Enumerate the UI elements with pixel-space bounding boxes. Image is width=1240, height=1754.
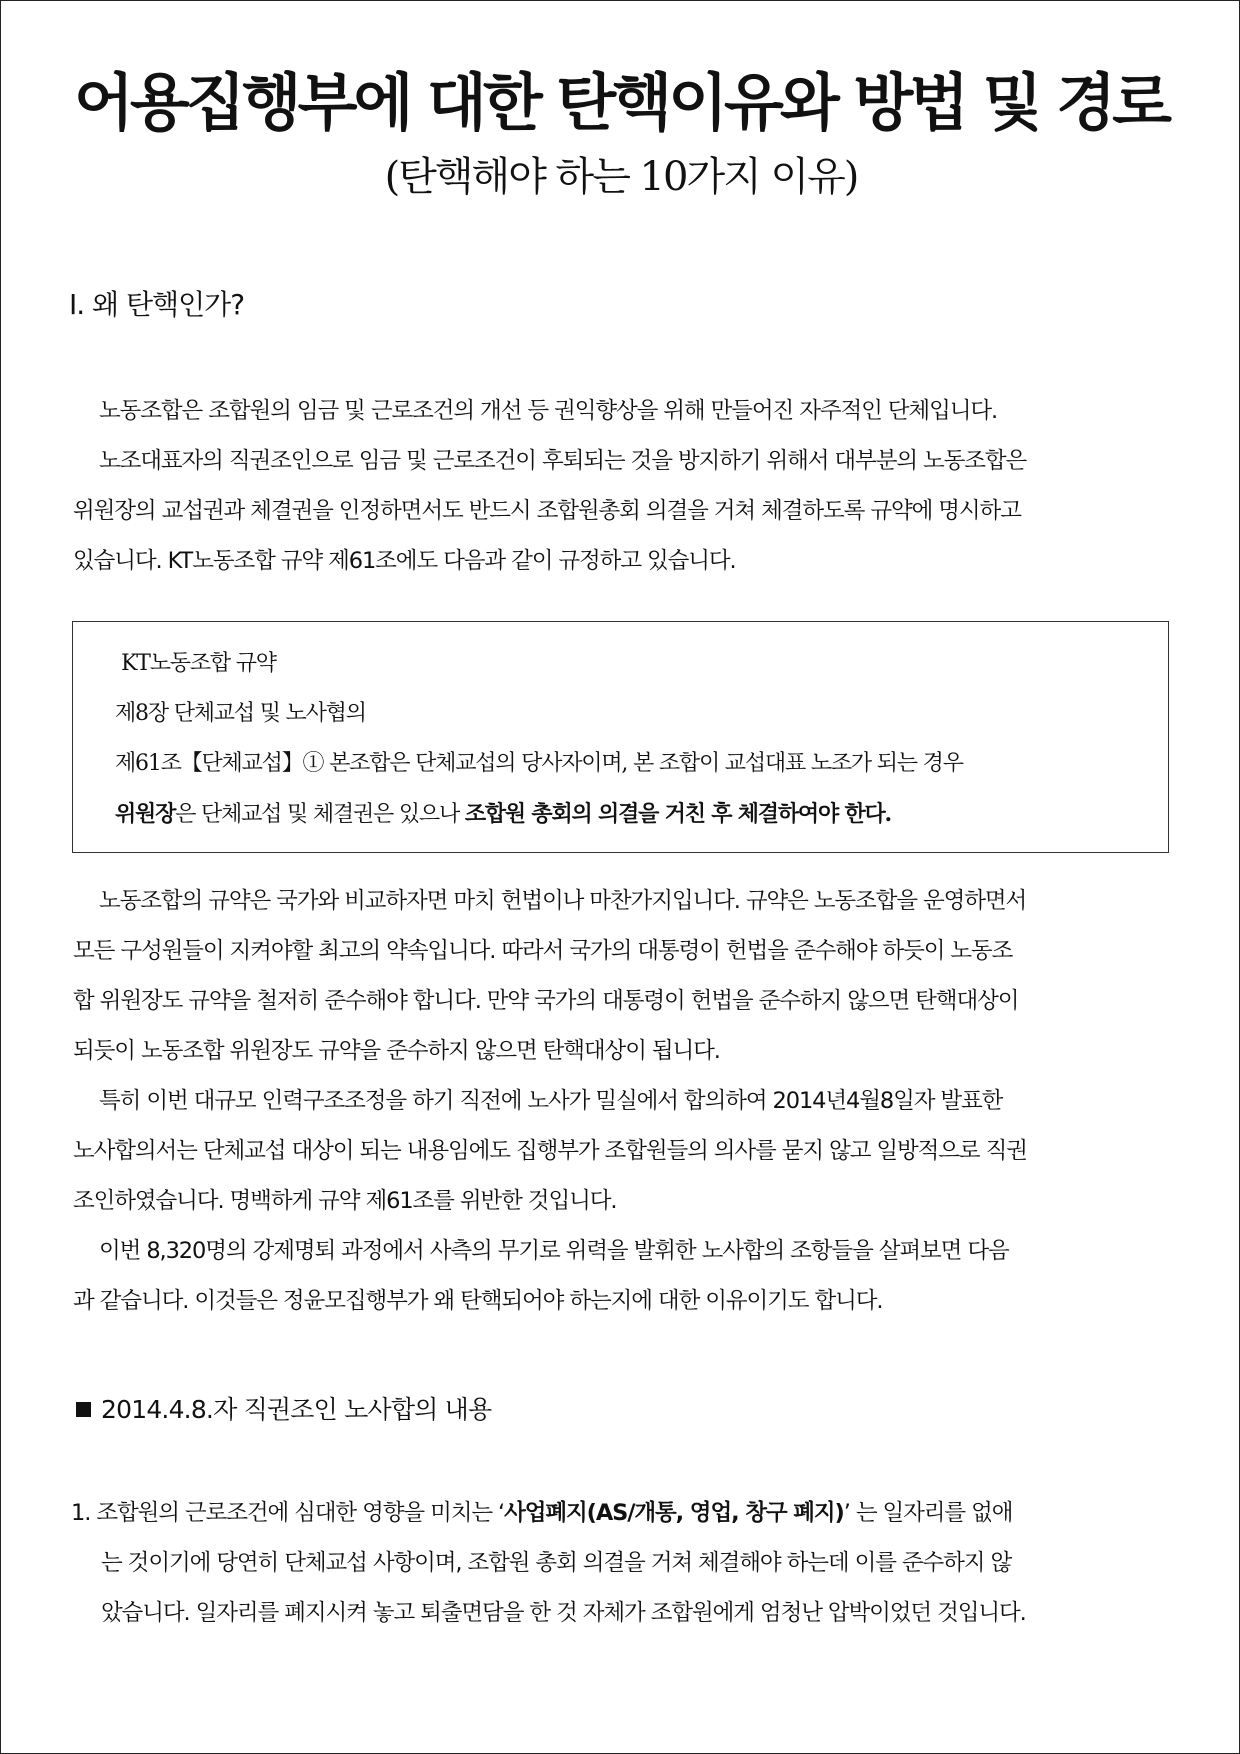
paragraph-line: 조인하였습니다. 명백하게 규약 제61조를 위반한 것입니다. [73, 1188, 617, 1214]
paragraph-line: 위원장의 교섭권과 체결권을 인정하면서도 반드시 조합원총회 의결을 거쳐 체결하도록 규약에 명시하고 [73, 498, 1021, 524]
quote-line: 제8장 단체교섭 및 노사협의 [115, 701, 366, 726]
quote-line-emphasis [115, 794, 891, 835]
body-paragraph [73, 876, 1173, 1326]
subsection-heading-text: 2014.4.8.자 직권조인 노사합의 내용 [101, 1395, 492, 1424]
quote-bold-text: 위원장 [115, 801, 176, 827]
paragraph-line: 노사합의서는 단체교섭 대상이 되는 내용임에도 집행부가 조합원들의 의사를 묻지 않고 일방적으로 직권 [73, 1138, 1027, 1164]
quote-bold-text: 조합원 총회의 의결을 거친 후 체결하여야 한다. [464, 801, 892, 827]
paragraph-line: 합 위원장도 규약을 철저히 준수해야 합니다. 만약 국가의 대통령이 헌법을 준수하지 않으면 탄핵대상이 [73, 988, 1019, 1014]
paragraph-line: 있습니다. KT노동조합 규약 제61조에도 다음과 같이 규정하고 있습니다. [73, 548, 736, 574]
document-subtitle: (탄핵해야 하는 10가지 이유) [384, 154, 858, 200]
paragraph-line: 노동조합의 규약은 국가와 비교하자면 마치 헌법이나 마찬가지입니다. 규약은 노동조합을 운영하면서 [99, 888, 1027, 914]
paragraph-line: 노동조합은 조합원의 임금 및 근로조건의 개선 등 권익향상을 위해 만들어진 자주적인 단체입니다. [99, 398, 998, 424]
quote-text: 은 단체교섭 및 체결권은 있으나 [175, 802, 465, 827]
list-item-number: 1. [71, 1500, 91, 1526]
bylaw-quote-box [72, 621, 1169, 853]
list-item [71, 1488, 1171, 1638]
document-title: 어용집행부에 대한 탄핵이유와 방법 및 경로 [74, 66, 1168, 139]
list-item-bold-text: 사업폐지(AS/개통, 영업, 창구 폐지) [504, 1500, 844, 1526]
section-heading-why-impeach: Ⅰ. 왜 탄핵인가? [69, 288, 245, 321]
paragraph-line: 과 같습니다. 이것들은 정윤모집행부가 왜 탄핵되어야 하는지에 대한 이유이기도 합니다. [73, 1288, 883, 1314]
paragraph-line: 모든 구성원들이 지켜야할 최고의 약속입니다. 따라서 국가의 대통령이 헌법을 준수해야 하듯이 노동조 [73, 938, 1013, 964]
list-item-text: 조합원의 근로조건에 심대한 영향을 미치는 ‘ [96, 1500, 505, 1526]
paragraph-line: 노조대표자의 직권조인으로 임금 및 근로조건이 후퇴되는 것을 방지하기 위해서 대부분의 노동조합은 [99, 448, 1027, 474]
list-item-line: 는 것이기에 당연히 단체교섭 사항이며, 조합원 총회 의결을 거쳐 체결해야 하는데 이를 준수하지 않 [101, 1550, 1012, 1576]
intro-paragraph [73, 386, 1173, 586]
paragraph-line: 특히 이번 대규모 인력구조조정을 하기 직전에 노사가 밀실에서 합의하여 2014년4월8일자 발표한 [99, 1088, 1003, 1114]
list-item-text: ’ 는 일자리를 없애 [843, 1500, 1013, 1526]
list-item-line: 았습니다. 일자리를 폐지시켜 놓고 퇴출면담을 한 것 자체가 조합원에게 엄청난 압박이었던 것입니다. [101, 1600, 1026, 1626]
square-bullet-icon [76, 1402, 91, 1417]
quote-line: KT노동조합 규약 [121, 651, 276, 676]
subsection-heading [76, 1388, 491, 1432]
list-item-line [71, 1488, 1171, 1538]
quote-line: 제61조【단체교섭】① 본조합은 단체교섭의 당사자이며, 본 조합이 교섭대표 노조가 되는 경우 [115, 751, 963, 776]
paragraph-line: 이번 8,320명의 강제명퇴 과정에서 사측의 무기로 위력을 발휘한 노사합의 조항들을 살펴보면 다음 [99, 1238, 1009, 1264]
paragraph-line: 되듯이 노동조합 위원장도 규약을 준수하지 않으면 탄핵대상이 됩니다. [73, 1038, 720, 1064]
